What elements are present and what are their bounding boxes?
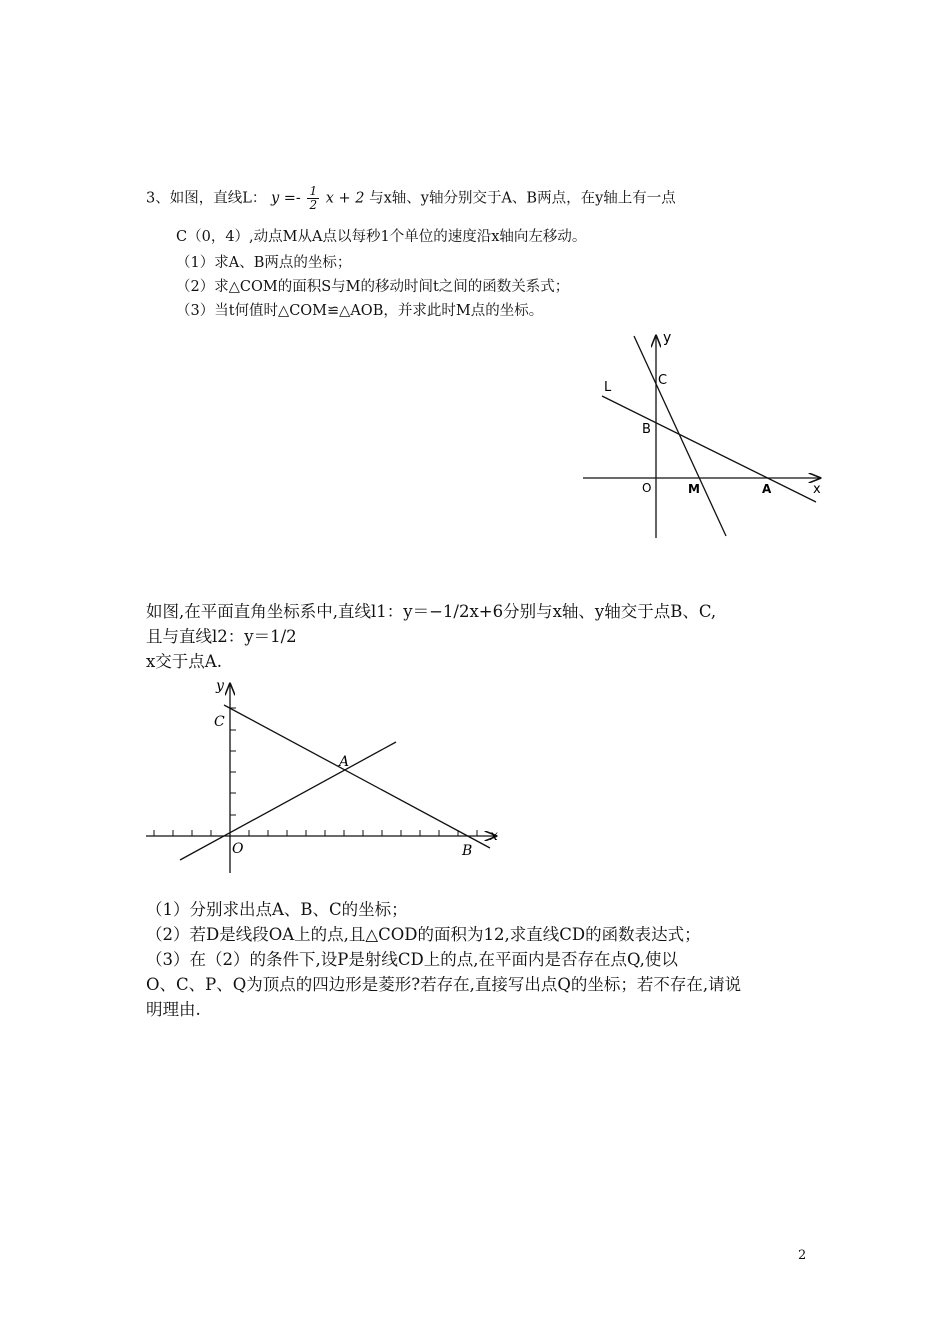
- label-x: x: [813, 482, 821, 497]
- fraction-numerator: 1: [309, 184, 318, 198]
- problem3-question1: （1）求A、B两点的坐标；: [176, 255, 352, 271]
- problem3-intro: [146, 185, 676, 212]
- problem3-intro-suffix: 与x轴、y轴分别交于A、B两点，在y轴上有一点: [369, 190, 676, 207]
- equation-fraction: [307, 185, 319, 212]
- problem3-figure: [578, 326, 828, 546]
- label-A: A: [339, 754, 350, 770]
- problem3-line2: C（0，4）,动点M从A点以每秒1个单位的速度沿x轴向左移动。: [176, 229, 587, 245]
- equation-equals: =-: [283, 190, 301, 207]
- page-number: 2: [798, 1248, 807, 1263]
- x-axis-ticks: [154, 830, 477, 836]
- label-C: C: [214, 714, 225, 730]
- problem4-line2: 且与直线l2：y＝1/2: [146, 627, 297, 646]
- problem4-figure: [144, 678, 510, 878]
- problem4-question1: （1）分别求出点A、B、C的坐标；: [146, 900, 408, 919]
- problem3-question2: （2）求△COM的面积S与M的移动时间t之间的函数关系式；: [176, 279, 570, 295]
- label-y: y: [663, 330, 672, 346]
- label-A: A: [762, 482, 772, 496]
- label-B: B: [462, 843, 473, 859]
- label-C: C: [658, 373, 668, 388]
- problem3-intro-prefix: 3、如图，直线L：: [146, 190, 267, 207]
- label-M: M: [688, 482, 700, 496]
- label-O: O: [232, 841, 244, 857]
- label-O: O: [642, 481, 652, 495]
- line-l2: [180, 742, 396, 860]
- label-B: B: [642, 422, 651, 437]
- problem4-question3-line1: （3）在（2）的条件下,设P是射线CD上的点,在平面内是否存在点Q,使以: [146, 950, 678, 969]
- fraction-denominator: 2: [309, 198, 318, 212]
- equation-rest: x + 2: [325, 190, 365, 207]
- problem4-question3-line2: O、C、P、Q为顶点的四边形是菱形?若存在,直接写出点Q的坐标；若不存在,请说: [146, 975, 742, 994]
- problem4-line1: 如图,在平面直角坐标系中,直线l1：y＝−1/2x+6分别与x轴、y轴交于点B、C,: [146, 602, 717, 621]
- problem4-question3-line3: 明理由.: [146, 1000, 201, 1019]
- label-L: L: [604, 380, 612, 395]
- line-l1: [224, 705, 490, 848]
- problem3-question3: （3）当t何值时△COM≌△AOB，并求此时M点的坐标。: [176, 303, 544, 319]
- equation-y: y: [270, 190, 280, 207]
- label-y: y: [216, 678, 224, 694]
- label-x: x: [490, 828, 498, 844]
- line-L: [602, 396, 816, 502]
- y-axis-ticks: [230, 708, 236, 815]
- problem4-question2: （2）若D是线段OA上的点,且△COD的面积为12,求直线CD的函数表达式；: [146, 925, 701, 944]
- problem4-line3: x交于点A.: [146, 652, 222, 671]
